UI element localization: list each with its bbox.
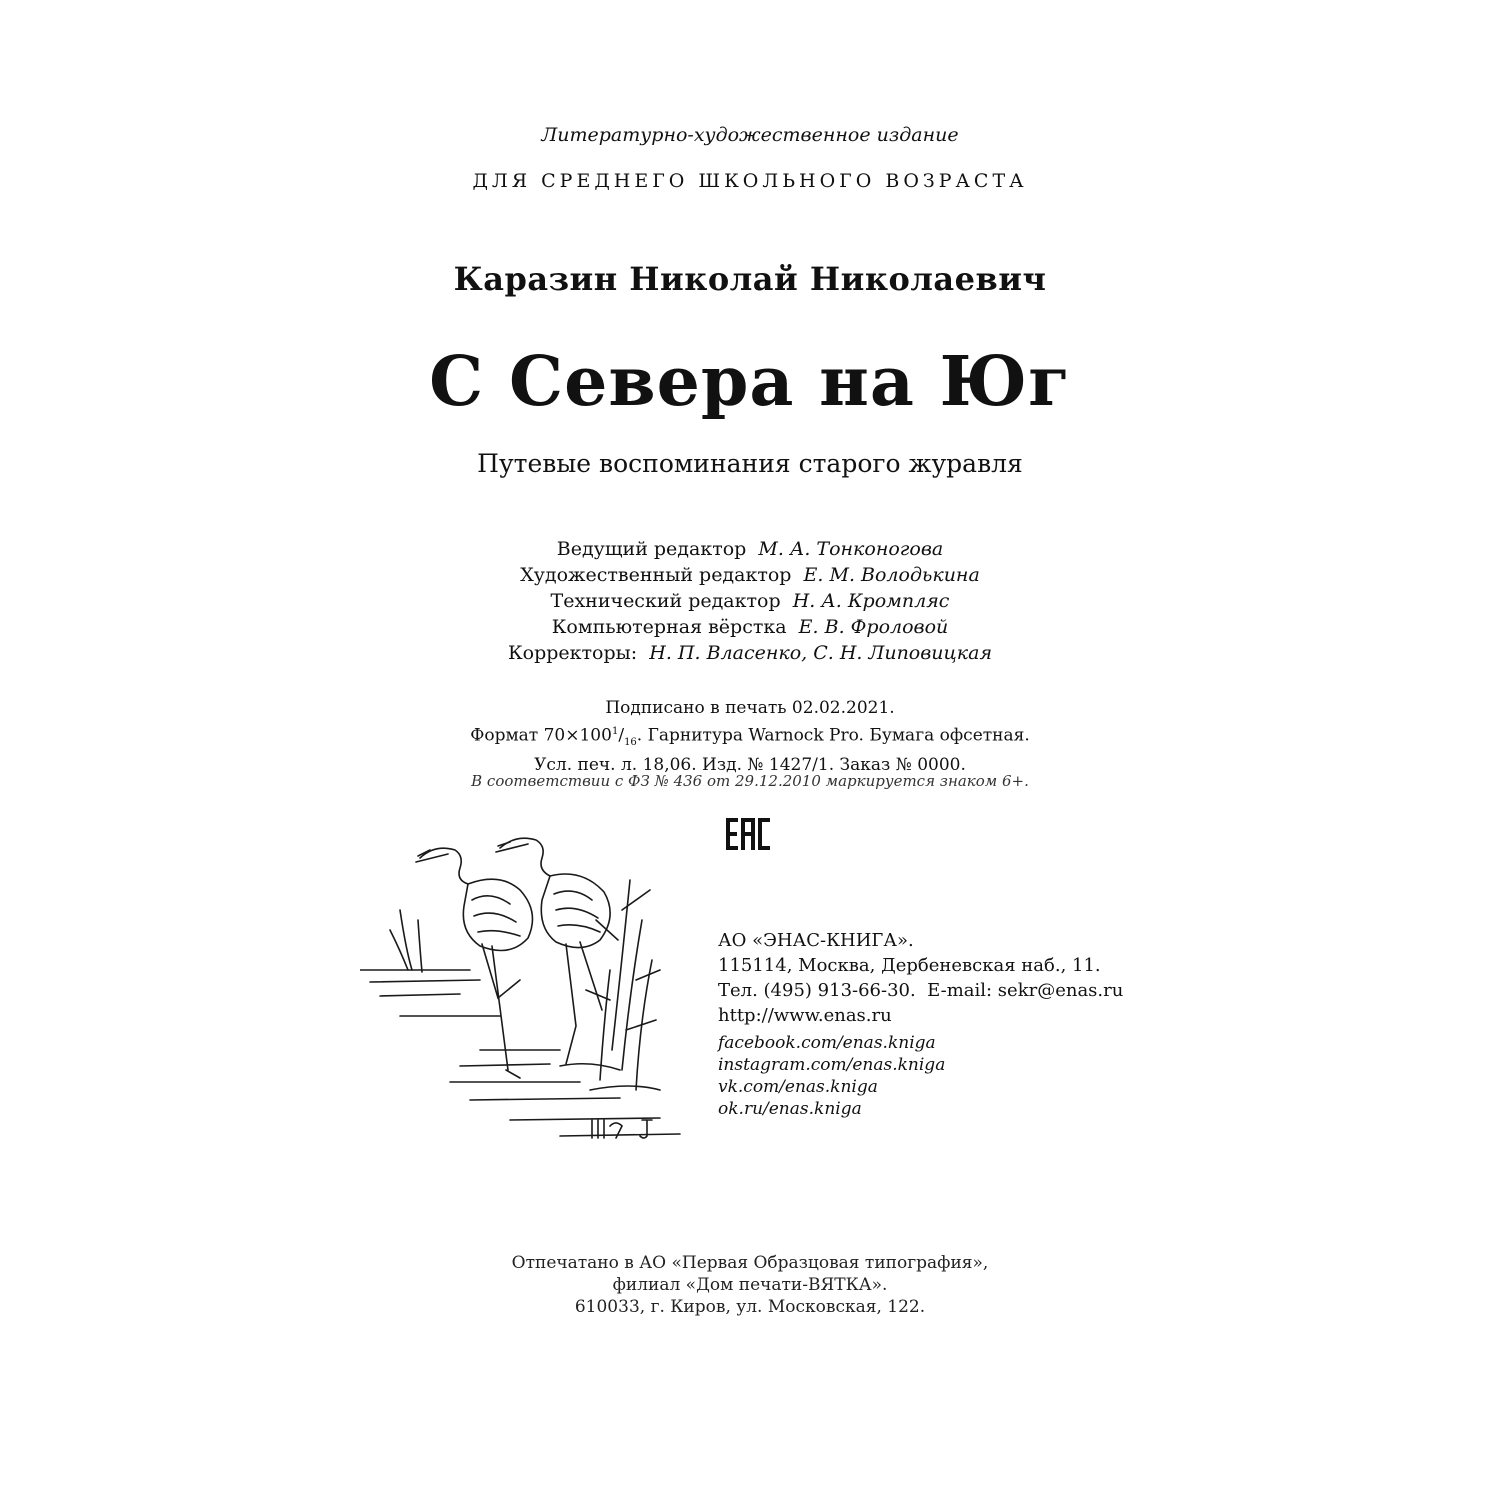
publisher-website-link[interactable]: http://www.enas.ru (718, 1005, 892, 1026)
format-sup: 1 (611, 726, 619, 737)
publisher-name: АО «ЭНАС-КНИГА». (718, 930, 914, 951)
signed-date: Подписано в печать 02.02.2021. (605, 698, 895, 718)
print-details: Усл. печ. л. 18,06. Изд. № 1427/1. Заказ № 0000. (534, 755, 966, 776)
credit-role: Художественный редактор (520, 564, 792, 586)
audience-label: ДЛЯ СРЕДНЕГО ШКОЛЬНОГО ВОЗРАСТА (472, 170, 1028, 192)
facebook-link[interactable]: facebook.com/enas.kniga (718, 1033, 936, 1053)
publisher-block (718, 928, 1123, 1028)
credit-role: Ведущий редактор (556, 538, 747, 560)
vk-link[interactable]: vk.com/enas.kniga (718, 1077, 878, 1097)
credit-line (0, 536, 1500, 562)
publisher-address: 115114, Москва, Дербеневская наб., 11. (718, 955, 1101, 976)
credit-person: Н. П. Власенко, С. Н. Липовицкая (649, 642, 993, 664)
credit-line (0, 562, 1500, 588)
credit-person: Н. А. Кромпляс (792, 590, 950, 612)
law-note: В соответствии с ФЗ № 436 от 29.12.2010 маркируется знаком 6+. (471, 772, 1029, 790)
format-suffix: . Гарнитура Warnock Pro. Бумага офсетная. (636, 725, 1030, 746)
print-info (0, 697, 1500, 777)
printer-line: Отпечатано в АО «Первая Образцовая типография», (511, 1253, 989, 1273)
printer-info (0, 1252, 1500, 1318)
author-name: Каразин Николай Николаевич (453, 260, 1047, 298)
cranes-illustration-icon (360, 820, 700, 1150)
format-sub: 16 (624, 737, 637, 749)
instagram-link[interactable]: instagram.com/enas.kniga (718, 1055, 946, 1075)
credit-role: Технический редактор (550, 590, 781, 612)
eac-mark-icon (724, 817, 772, 851)
format-prefix: Формат 70×100 (470, 725, 612, 746)
book-title: С Севера на Юг (429, 342, 1071, 422)
credit-line (0, 588, 1500, 614)
printer-line: филиал «Дом печати-ВЯТКА». (612, 1275, 888, 1295)
credit-person: Е. М. Володькина (803, 564, 980, 586)
credit-line (0, 614, 1500, 640)
credit-person: М. А. Тонконогова (758, 538, 944, 560)
format-line: Формат $70\times 100^1/_{16}$. Гарнитура Warnock Pro. Бумага офсетная. (470, 725, 1030, 749)
ok-link[interactable]: ok.ru/enas.kniga (718, 1099, 862, 1119)
social-links (718, 1032, 945, 1120)
credit-role: Компьютерная вёрстка (551, 616, 787, 638)
credit-role: Корректоры: (507, 642, 638, 664)
printer-line: 610033, г. Киров, ул. Московская, 122. (574, 1297, 926, 1317)
publisher-contacts: Тел. (495) 913-66-30. E-mail: sekr@enas.ru (718, 980, 1124, 1001)
credits-block (0, 536, 1500, 666)
book-subtitle: Путевые воспоминания старого журавля (477, 449, 1023, 478)
edition-type: Литературно-художественное издание (541, 124, 959, 146)
credit-person: Е. В. Фроловой (798, 616, 949, 638)
credit-line (0, 640, 1500, 666)
